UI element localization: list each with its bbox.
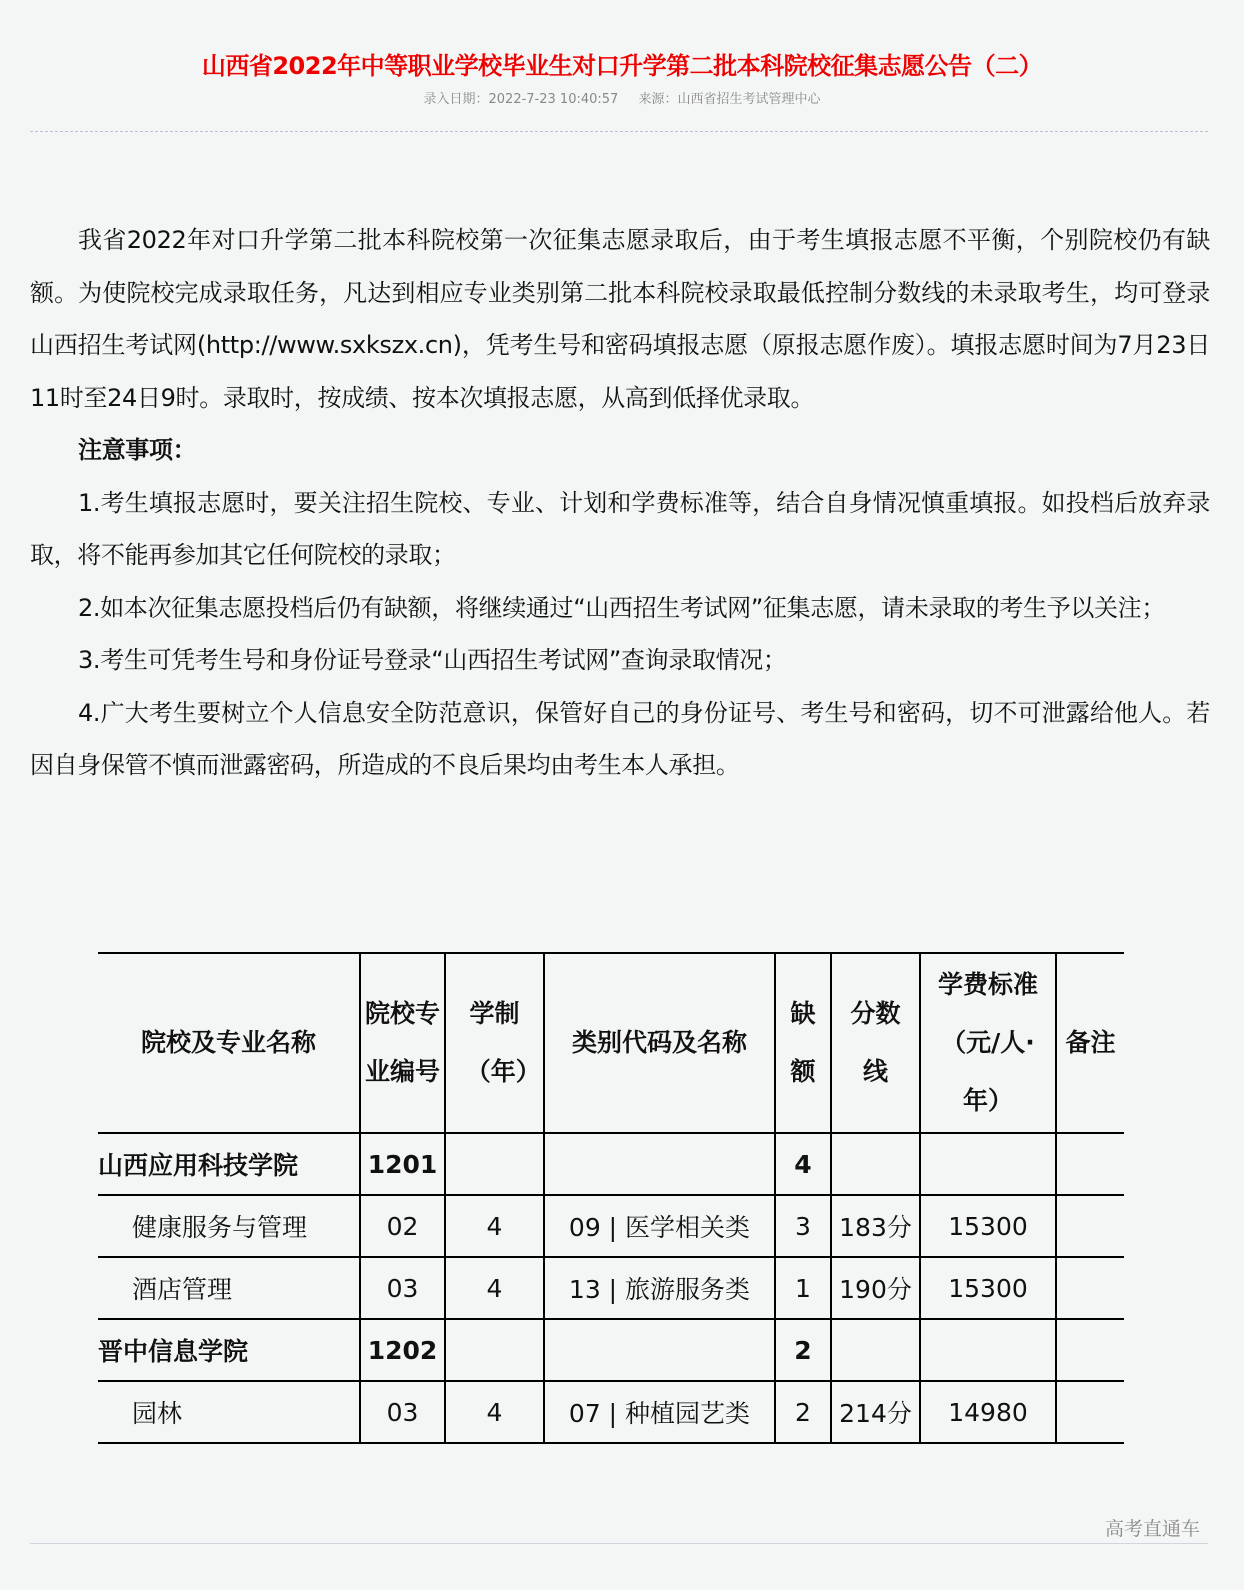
school-score (831, 1319, 920, 1381)
article-meta (0, 90, 1244, 110)
major-score: 183分 (831, 1195, 920, 1257)
major-code: 03 (360, 1381, 445, 1443)
school-tuition (920, 1319, 1056, 1381)
major-tuition: 15300 (920, 1257, 1056, 1319)
major-code: 02 (360, 1195, 445, 1257)
school-years (445, 1133, 544, 1195)
school-years (445, 1319, 544, 1381)
header-vacancies (775, 953, 831, 1133)
major-tuition: 15300 (920, 1195, 1056, 1257)
header-category: 类别代码及名称 (544, 953, 775, 1133)
major-name: 园林 (98, 1381, 360, 1443)
major-years: 4 (445, 1257, 544, 1319)
school-code: 1201 (360, 1133, 445, 1195)
school-name: 山西应用科技学院 (98, 1133, 360, 1195)
header-vacancies-text: 缺额 (790, 999, 816, 1086)
table-header-row (98, 953, 1124, 1133)
major-years: 4 (445, 1195, 544, 1257)
header-score-text: 分数线 (850, 999, 901, 1086)
major-category: 07 | 种植园艺类 (544, 1381, 775, 1443)
notice-heading: 注意事项： (78, 436, 197, 464)
major-name: 健康服务与管理 (98, 1195, 360, 1257)
major-note (1056, 1257, 1124, 1319)
table-row-school (98, 1319, 1124, 1381)
major-category: 13 | 旅游服务类 (544, 1257, 775, 1319)
school-note (1056, 1133, 1124, 1195)
article-source: 来源：山西省招生考试管理中心 (638, 92, 821, 107)
header-code-text: 院校专业编号 (365, 999, 441, 1086)
school-category (544, 1133, 775, 1195)
school-name: 晋中信息学院 (98, 1319, 360, 1381)
header-score (831, 953, 920, 1133)
table-row-school (98, 1133, 1124, 1195)
major-vacancies: 1 (775, 1257, 831, 1319)
school-category (544, 1319, 775, 1381)
publish-date: 录入日期：2022-7-23 10:40:57 (423, 92, 619, 107)
major-vacancies: 3 (775, 1195, 831, 1257)
vacancy-table (98, 952, 1124, 1444)
article-title: 山西省2022年中等职业学校毕业生对口升学第二批本科院校征集志愿公告（二） (201, 52, 1043, 81)
school-vacancies: 4 (775, 1133, 831, 1195)
header-tuition (920, 953, 1056, 1133)
notice-item-2: 2.如本次征集志愿投档后仍有缺额，将继续通过“山西招生考试网”征集志愿，请未录取的考生予以关注； (78, 593, 1165, 622)
major-note (1056, 1381, 1124, 1443)
header-years (445, 953, 544, 1133)
major-tuition: 14980 (920, 1381, 1056, 1443)
table-row-major (98, 1195, 1124, 1257)
major-code: 03 (360, 1257, 445, 1319)
major-score: 214分 (831, 1381, 920, 1443)
school-code: 1202 (360, 1319, 445, 1381)
school-note (1056, 1319, 1124, 1381)
school-score (831, 1133, 920, 1195)
notice-item-1: 1.考生填报志愿时，要关注招生院校、专业、计划和学费标准等，结合自身情况慎重填报。如投档后放弃录取，将不能再参加其它任何院校的录取； (30, 488, 1210, 569)
major-score: 190分 (831, 1257, 920, 1319)
header-school-major-name: 院校及专业名称 (98, 953, 360, 1133)
school-tuition (920, 1133, 1056, 1195)
intro-paragraph: 我省2022年对口升学第二批本科院校第一次征集志愿录取后，由于考生填报志愿不平衡，个别院校仍有缺额。为使院校完成录取任务，凡达到相应专业类别第二批本科院校录取最低控制分数线的未录取考生，均可登录山西招生考试网(http://www.sxkszx.cn)，凭考生号和密码填报志愿（原报志愿作废）。填报志愿时间为7月23日11时至24日9时。录取时，按成绩、按本次填报志愿，从高到低择优录取。 (30, 226, 1210, 412)
header-years-text: 学制（年） (465, 999, 541, 1086)
major-years: 4 (445, 1381, 544, 1443)
school-vacancies: 2 (775, 1319, 831, 1381)
header-divider (30, 131, 1208, 132)
notice-item-4: 4.广大考生要树立个人信息安全防范意识，保管好自己的身份证号、考生号和密码，切不可泄露给他人。若因自身保管不慎而泄露密码，所造成的不良后果均由考生本人承担。 (30, 698, 1210, 779)
footer-watermark: 高考直通车 (1101, 1516, 1200, 1542)
header-tuition-text: 学费标准（元/人·年） (937, 970, 1038, 1115)
table-row-major (98, 1257, 1124, 1319)
footer-divider (30, 1543, 1208, 1544)
major-vacancies: 2 (775, 1381, 831, 1443)
table-row-major (98, 1381, 1124, 1443)
header-note: 备注 (1056, 953, 1124, 1133)
header-code (360, 953, 445, 1133)
notice-item-3: 3.考生可凭考生号和身份证号登录“山西招生考试网”查询录取情况； (78, 646, 787, 674)
major-name: 酒店管理 (98, 1257, 360, 1319)
major-note (1056, 1195, 1124, 1257)
article-body (30, 214, 1210, 792)
major-category: 09 | 医学相关类 (544, 1195, 775, 1257)
